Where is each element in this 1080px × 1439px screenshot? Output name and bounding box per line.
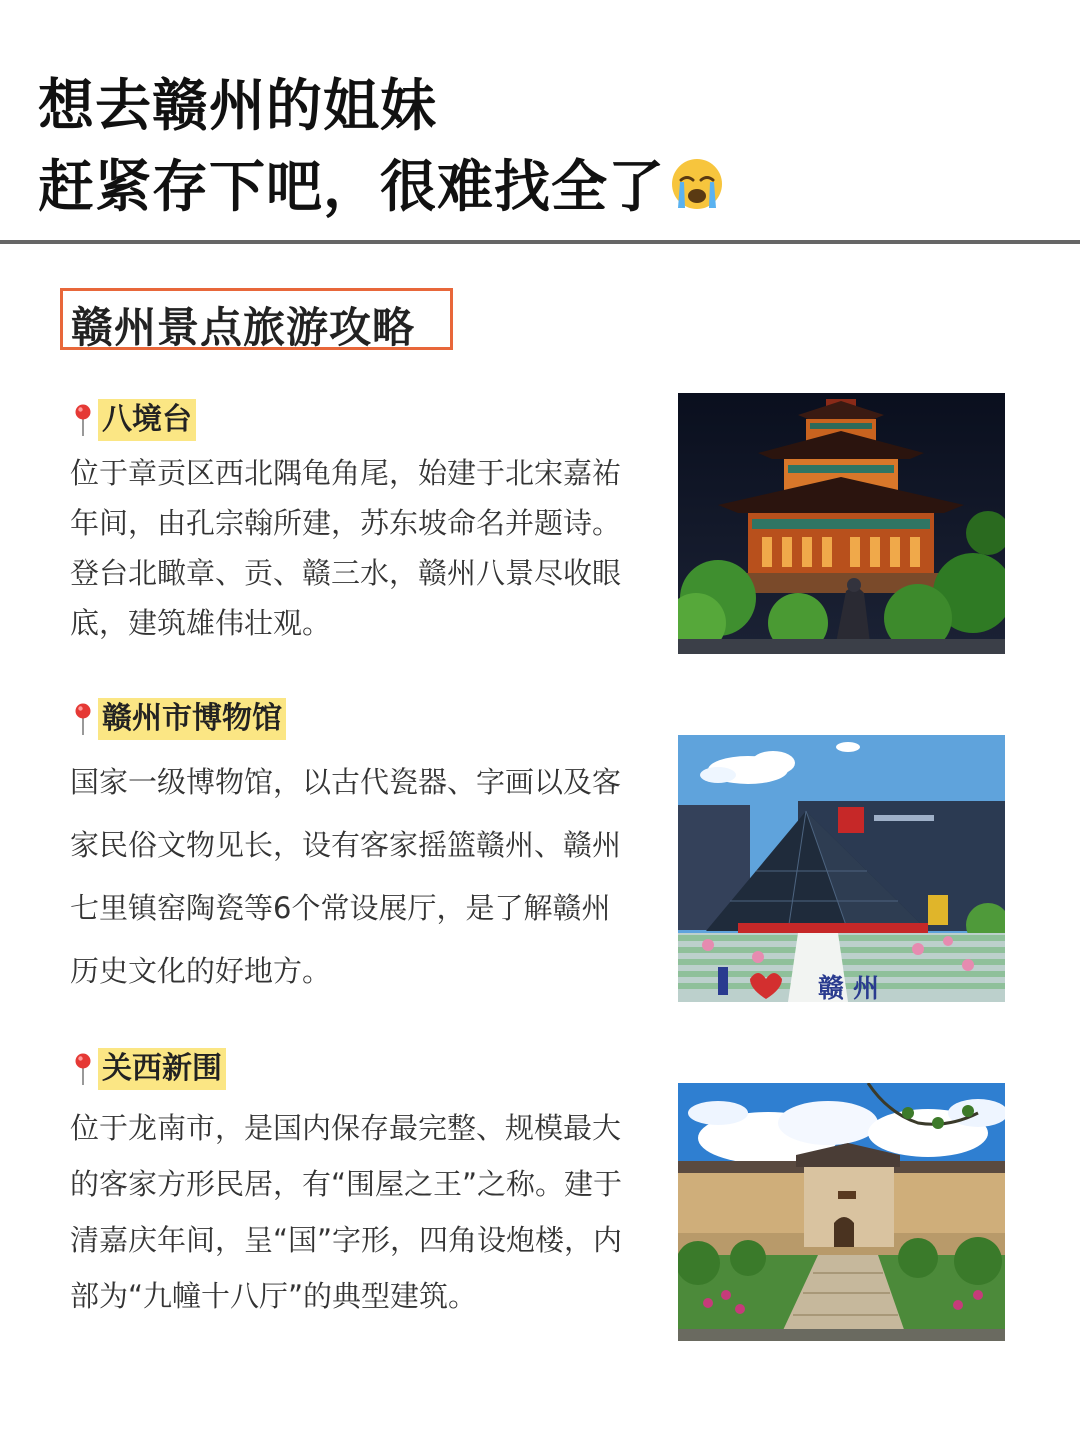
- header: [0, 0, 1080, 240]
- spot-name: 赣州市博物馆: [98, 698, 286, 740]
- ganzhou-museum-photo: [678, 735, 1005, 1002]
- spot-name: 关西新围: [98, 1048, 226, 1090]
- section-title: 赣州景点旅游攻略: [71, 303, 416, 352]
- crying-face-icon: [669, 156, 725, 212]
- header-divider: [0, 240, 1080, 244]
- bajingtai-photo: [678, 393, 1005, 654]
- spot-heading-1: [72, 398, 196, 442]
- spot-description: 位于龙南市，是国内保存最完整、规模最大的客家方形民居，有“围屋之王”之称。建于清嘉庆年间，呈“国”字形，四角设炮楼，内部为“九幢十八厅”的典型建筑。: [70, 1111, 623, 1313]
- photo-sign-text: 赣 州: [818, 974, 880, 1002]
- spot-heading-2: [72, 697, 286, 741]
- spot-heading-3: [72, 1047, 226, 1091]
- page-title-line-2-text: 赶紧存下吧，很难找全了: [38, 155, 665, 220]
- pin-icon: [72, 403, 94, 437]
- pin-icon: [72, 1052, 94, 1086]
- page-title-line-1: 想去赣州的姐妹: [38, 74, 437, 139]
- page-title-line-2: [38, 143, 725, 223]
- guanxi-xinwei-photo: [678, 1083, 1005, 1341]
- spot-name: 八境台: [98, 399, 196, 441]
- spot-description: 位于章贡区西北隅龟角尾，始建于北宋嘉祐年间，由孔宗翰所建，苏东坡命名并题诗。登台北瞰章、贡、赣三水，赣州八景尽收眼底，建筑雄伟壮观。: [70, 456, 622, 640]
- pin-icon: [72, 702, 94, 736]
- section-title-box: [60, 288, 453, 350]
- spot-description: 国家一级博物馆，以古代瓷器、字画以及客家民俗文物见长，设有客家摇篮赣州、赣州七里镇窑陶瓷等6个常设展厅，是了解赣州历史文化的好地方。: [70, 765, 622, 988]
